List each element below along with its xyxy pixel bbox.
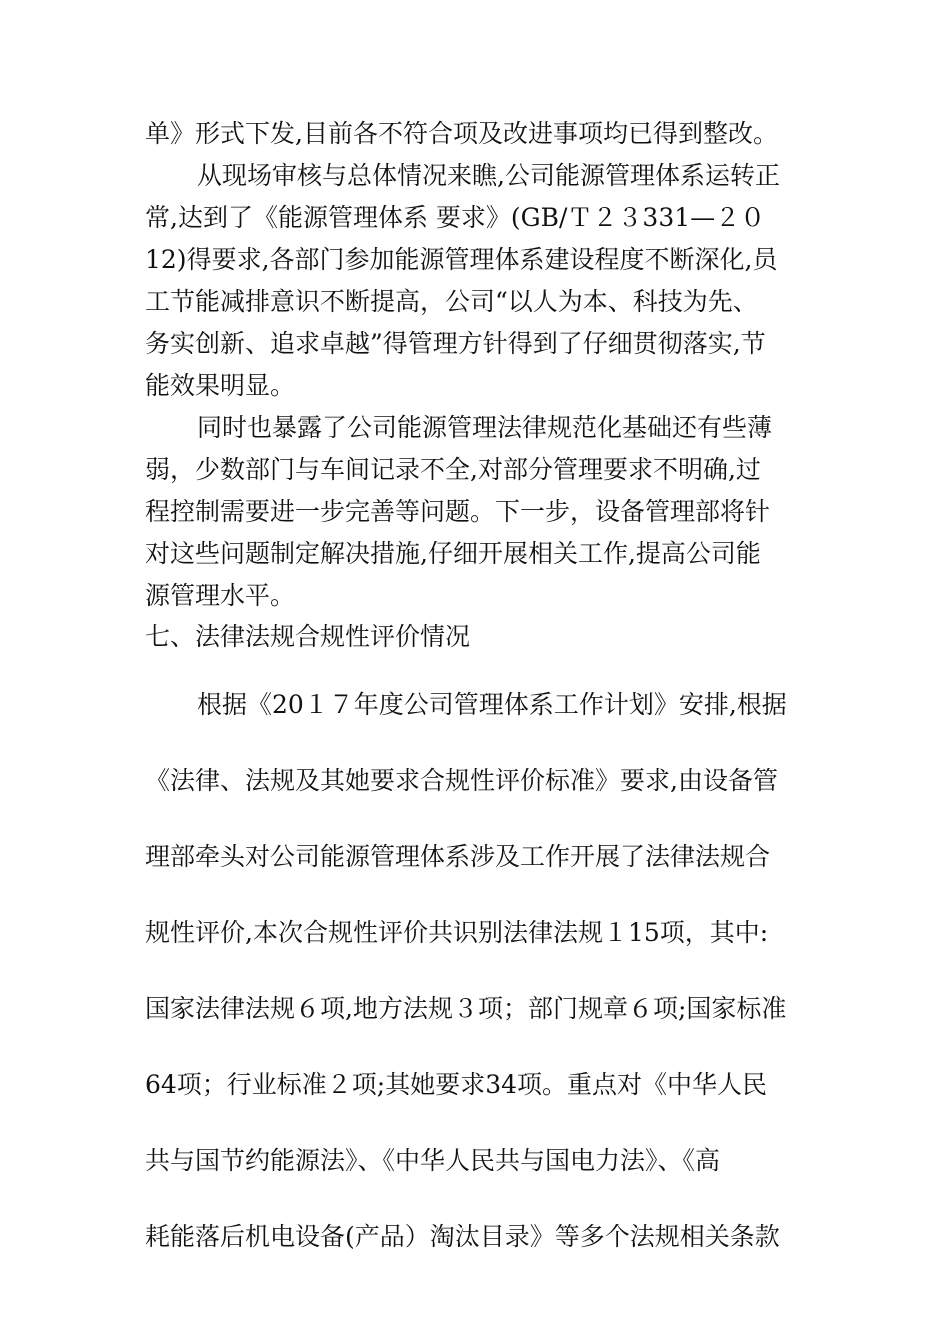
text-line: 从现场审核与总体情况来瞧,公司能源管理体系运转正 [197, 161, 780, 190]
text-line: 耗能落后机电设备(产品）淘汰目录》等多个法规相关条款 [145, 1222, 780, 1251]
text-line: 国家法律法规６项,地方法规３项；部门规章６项;国家标准 [145, 994, 787, 1023]
text-line: 同时也暴露了公司能源管理法律规范化基础还有些薄 [197, 413, 773, 442]
text-line: 常,达到了《能源管理体系 要求》(GB/Ｔ２３331—２０ [145, 203, 766, 232]
text-line: 规性评价,本次合规性评价共识别法律法规１15项，其中: [145, 918, 769, 947]
text-line: 64项；行业标准２项;其她要求34项。重点对《中华人民 [145, 1070, 768, 1099]
section-heading: 七、法律法规合规性评价情况 [145, 622, 471, 651]
text-line: 务实创新、追求卓越”得管理方针得到了仔细贯彻落实,节 [145, 329, 766, 358]
text-line: 工节能减排意识不断提高，公司“以人为本、科技为先、 [145, 287, 758, 316]
text-line: 对这些问题制定解决措施,仔细开展相关工作,提高公司能 [145, 539, 761, 568]
text-line: 能效果明显。 [145, 371, 296, 400]
text-line: 共与国节约能源法》、《中华人民共与国电力法》、《高 [145, 1146, 721, 1175]
text-line: 源管理水平。 [145, 581, 296, 610]
text-line: 《法律、法规及其她要求合规性评价标准》要求,由设备管 [145, 766, 778, 795]
text-line: 理部牵头对公司能源管理体系涉及工作开展了法律法规合 [145, 842, 771, 871]
text-line: 12)得要求,各部门参加能源管理体系建设程度不断深化,员 [145, 245, 778, 274]
text-line: 单》形式下发,目前各不符合项及改进事项均已得到整改。 [145, 119, 778, 148]
text-line: 根据《20１７年度公司管理体系工作计划》安排,根据 [197, 690, 787, 719]
text-line: 程控制需要进一步完善等问题。下一步，设备管理部将针 [145, 497, 771, 526]
text-line: 弱，少数部门与车间记录不全,对部分管理要求不明确,过 [145, 455, 761, 484]
